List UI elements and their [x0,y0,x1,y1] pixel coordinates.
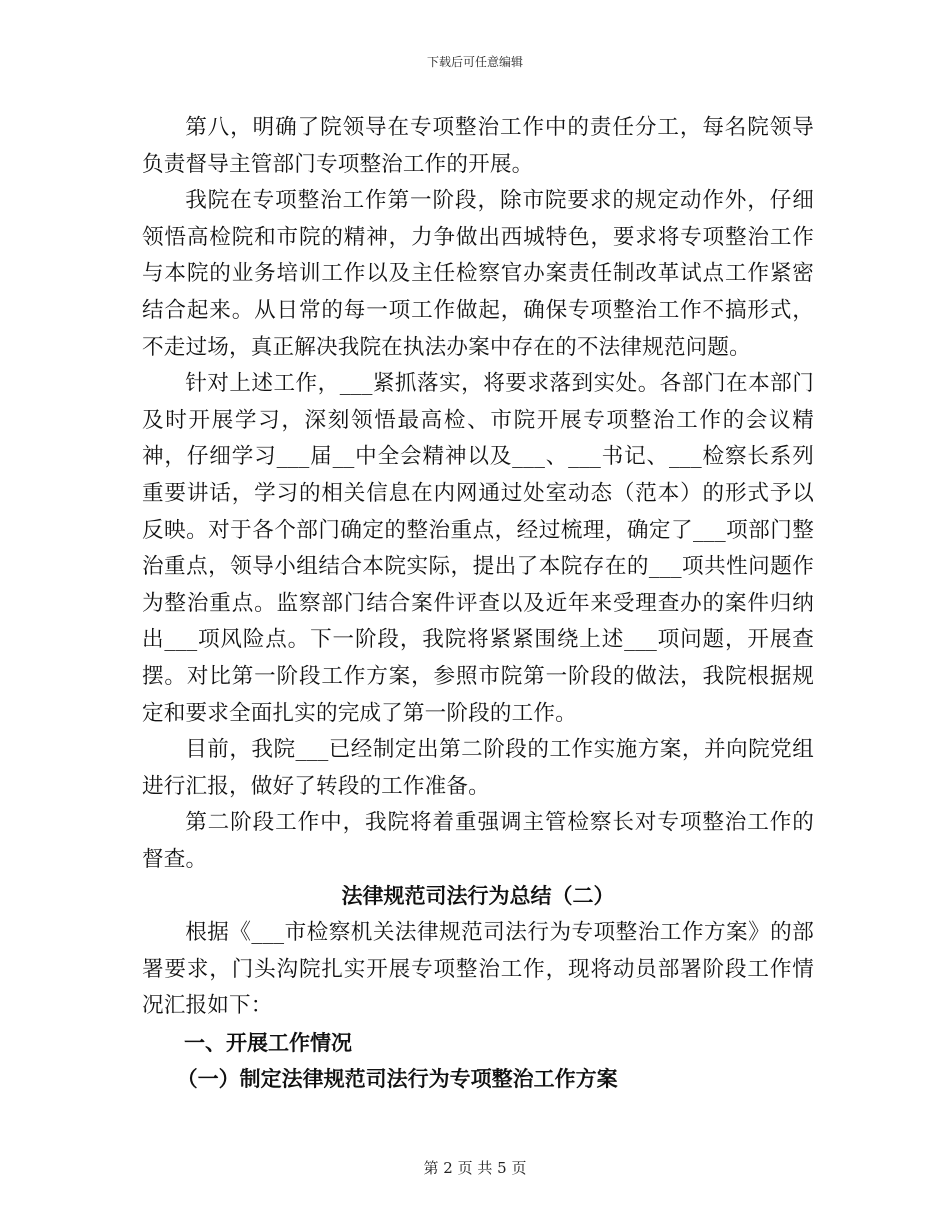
paragraph-leadership-duties: 第八，明确了院领导在专项整治工作中的责任分工，每名院领导负责督导主管部门专项整治工作的开展。 [142,115,814,177]
section-title: 法律规范司法行为总结（二） [341,884,615,909]
heading-work-plan: （一）制定法律规范司法行为专项整治工作方案 [176,1067,618,1092]
paragraph-first-stage: 我院在专项整治工作第一阶段，除市院要求的规定动作外，仔细领悟高检院和市院的精神，力争做出西城特色，要求将专项整治工作与本院的业务培训工作以及主任检察官办案责任制改革试点工作紧密结合起来。从日常的每一项工作做起，确保专项整治工作不搞形式，不走过场，真正解决我院在执法办案中存在的不法律规范问题。 [142,188,814,360]
paragraph-supervision: 第二阶段工作中，我院将着重强调主管检察长对专项整治工作的督查。 [142,810,814,872]
page-header: 下载后可任意编辑 [426,55,523,69]
paragraph-implementation: 针对上述工作，___紧抓落实，将要求落到实处。各部门在本部门及时开展学习，深刻领悟最高检、市院开展专项整治工作的会议精神，仔细学习___届__中全会精神以及___、___书记、___检察长系列重要讲话，学习的相关信息在内网通过处室动态（范本）的形式予以反映。对于各个部门确定的整治重点，经过梳理，确定了___项部门整治重点，领导小组结合本院实际，提出了本院存在的___项共性问题作为整治重点。监察部门结合案件评查以及近年来受理查办的案件归纳出___项风险点。下一阶段，我院将紧紧围绕上述___项问题，开展查摆。对比第一阶段工作方案，参照市院第一阶段的做法，我院根据规定和要求全面扎实的完成了第一阶段的工作。 [142,371,814,726]
paragraph-second-stage-plan: 目前，我院___已经制定出第二阶段的工作实施方案，并向院党组进行汇报，做好了转段的工作准备。 [142,737,814,799]
document-body [142,110,814,1098]
page-number: 第 2 页 共 5 页 [423,1159,527,1177]
paragraph-intro: 根据《___市检察机关法律规范司法行为专项整治工作方案》的部署要求，门头沟院扎实开展专项整治工作，现将动员部署阶段工作情况汇报如下： [142,920,814,1019]
heading-work-situation: 一、开展工作情况 [184,1030,352,1055]
